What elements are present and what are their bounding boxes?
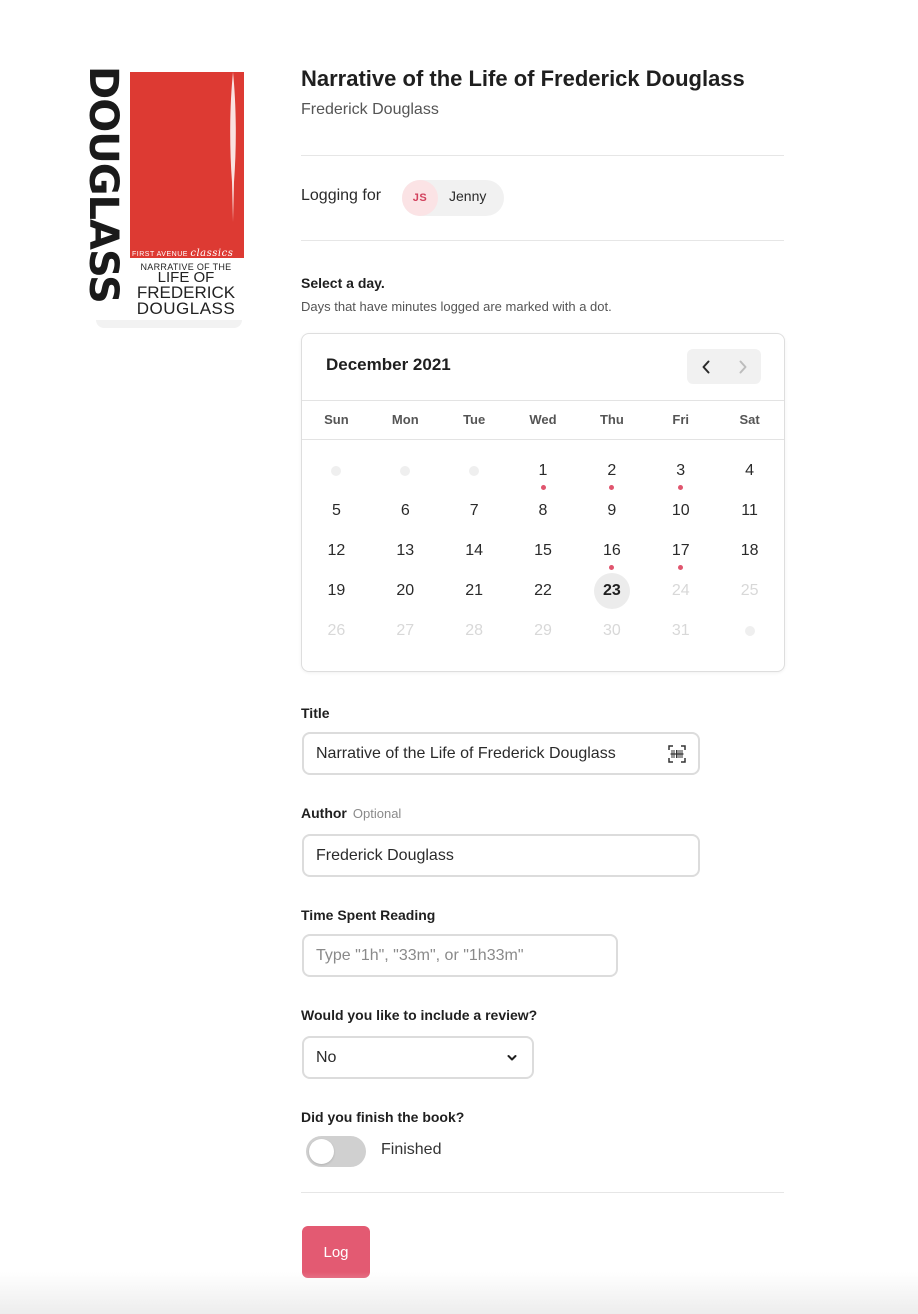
prev-month-button[interactable] [687,349,724,384]
calendar-day-number: 4 [745,462,755,479]
finished-toggle[interactable] [306,1136,366,1167]
cover-title-line-1: NARRATIVE OF THE [140,262,232,272]
cover-title-line-2: LIFE OF [157,269,215,286]
bottom-fade [0,1272,918,1314]
cover-spine [80,66,126,320]
time-spent-label: Time Spent Reading [301,907,436,923]
logged-dot [541,485,546,490]
calendar-week [302,531,784,571]
calendar-day-27 [371,611,440,651]
logged-dot [678,565,683,570]
calendar-day-8[interactable] [509,491,578,531]
calendar-day-25 [715,571,784,611]
calendar-day-4[interactable] [715,451,784,491]
review-label: Would you like to include a review? [301,1007,538,1023]
calendar-day-14[interactable] [440,531,509,571]
cover-title-line-3: FREDERICK [136,283,236,302]
divider [302,439,784,440]
calendar-day-number: 16 [602,542,621,559]
calendar-day-number: 31 [671,622,690,639]
chevron-right-icon [738,360,748,374]
finished-toggle-label: Finished [381,1141,442,1158]
empty-day-marker [469,466,479,476]
calendar-day-2[interactable] [577,451,646,491]
calendar-day-number: 20 [396,582,415,599]
calendar-day-number: 28 [465,622,484,639]
reader-avatar: JS [402,180,438,216]
author-label: Author Optional [301,805,402,821]
title-input-value: Narrative of the Life of Frederick Douglass [316,744,616,762]
calendar-day-12[interactable] [302,531,371,571]
logging-for-label: Logging for [301,187,382,204]
calendar-day-23[interactable] [577,571,646,611]
calendar-day-number: 9 [607,502,617,519]
calendar-day-31 [646,611,715,651]
calendar-day-1[interactable] [509,451,578,491]
cover-spine-text: DOUGLASS [80,66,126,303]
log-button[interactable]: Log [302,1226,370,1278]
calendar-day-number: 7 [469,502,479,519]
empty-day-marker [331,466,341,476]
weekday-sat: Sat [739,412,760,427]
calendar-day-number: 30 [602,622,621,639]
reader-chip[interactable] [402,180,504,216]
calendar-day-21[interactable] [440,571,509,611]
weekday-fri: Fri [672,412,690,427]
weekday-wed: Wed [529,412,557,427]
weekday-tue: Tue [463,412,486,427]
calendar-weekdays [302,401,784,439]
quill-icon [228,72,238,222]
calendar-grid [302,451,784,651]
calendar [301,333,785,672]
calendar-nav [687,349,761,384]
cover-title-line-4: DOUGLASS [136,299,236,318]
author-input[interactable] [302,834,700,877]
calendar-day-17[interactable] [646,531,715,571]
calendar-day-number: 17 [671,542,690,559]
calendar-day-19[interactable] [302,571,371,611]
calendar-week [302,491,784,531]
calendar-day-number: 23 [594,573,630,609]
calendar-day-22[interactable] [509,571,578,611]
book-cover [80,66,244,328]
finished-label: Did you finish the book? [301,1109,465,1125]
calendar-empty-day [715,611,784,651]
calendar-day-26 [302,611,371,651]
divider [301,1192,784,1193]
time-spent-placeholder: Type "1h", "33m", or "1h33m" [316,946,524,964]
calendar-week [302,451,784,491]
calendar-day-20[interactable] [371,571,440,611]
calendar-day-number: 25 [740,582,759,599]
next-month-button[interactable] [724,349,761,384]
calendar-day-number: 18 [740,542,759,559]
calendar-day-number: 2 [607,462,617,479]
calendar-day-number: 15 [534,542,552,559]
book-author: Frederick Douglass [301,101,439,118]
barcode-scan-icon[interactable] [668,745,686,763]
divider [301,240,784,241]
title-input[interactable] [302,732,700,775]
time-spent-input[interactable] [302,934,618,977]
review-select-value: No [316,1048,337,1066]
calendar-day-11[interactable] [715,491,784,531]
book-title: Narrative of the Life of Frederick Douglass [301,66,745,91]
calendar-day-29 [509,611,578,651]
calendar-day-16[interactable] [577,531,646,571]
chevron-down-icon [506,1052,518,1064]
cover-red-panel [130,72,244,258]
calendar-day-9[interactable] [577,491,646,531]
calendar-day-15[interactable] [509,531,578,571]
calendar-day-7[interactable] [440,491,509,531]
calendar-day-6[interactable] [371,491,440,531]
calendar-month-label: December 2021 [326,355,451,374]
calendar-empty-day [440,451,509,491]
review-select[interactable] [302,1036,534,1079]
author-optional-hint: Optional [352,806,402,821]
calendar-day-number: 13 [396,542,415,559]
cover-series: FIRST AVENUE classics [132,248,234,259]
calendar-day-number: 1 [538,462,548,479]
weekday-thu: Thu [599,412,624,427]
calendar-day-number: 29 [534,622,552,639]
calendar-day-number: 27 [396,622,415,639]
calendar-empty-day [302,451,371,491]
reader-name: Jenny [449,188,487,204]
select-day-heading: Select a day. [301,275,385,291]
weekday-sun: Sun [324,412,349,427]
calendar-day-18[interactable] [715,531,784,571]
calendar-empty-day [371,451,440,491]
calendar-day-30 [577,611,646,651]
calendar-day-number: 8 [538,502,548,519]
weekday-mon: Mon [391,412,419,427]
chevron-left-icon [701,360,711,374]
logged-dot [609,565,614,570]
calendar-day-number: 5 [331,502,341,519]
logged-dot [609,485,614,490]
select-day-hint: Days that have minutes logged are marked with a dot. [301,299,612,314]
calendar-day-number: 12 [327,542,346,559]
logged-dot [678,485,683,490]
calendar-day-3[interactable] [646,451,715,491]
calendar-day-number: 22 [534,582,552,599]
calendar-day-24 [646,571,715,611]
calendar-day-number: 26 [327,622,346,639]
calendar-day-number: 24 [671,582,690,599]
calendar-day-number: 14 [465,542,484,559]
author-input-value: Frederick Douglass [316,846,454,864]
calendar-day-10[interactable] [646,491,715,531]
empty-day-marker [400,466,410,476]
calendar-day-28 [440,611,509,651]
calendar-day-number: 3 [676,462,686,479]
calendar-week [302,571,784,611]
title-label: Title [301,705,330,721]
calendar-week [302,611,784,651]
calendar-day-5[interactable] [302,491,371,531]
empty-day-marker [745,626,755,636]
divider [301,155,784,156]
calendar-day-number: 21 [465,582,484,599]
calendar-day-number: 6 [400,502,410,519]
toggle-knob [309,1139,334,1164]
calendar-day-13[interactable] [371,531,440,571]
calendar-day-number: 11 [741,502,758,519]
calendar-day-number: 10 [671,502,690,519]
calendar-day-number: 19 [327,582,346,599]
